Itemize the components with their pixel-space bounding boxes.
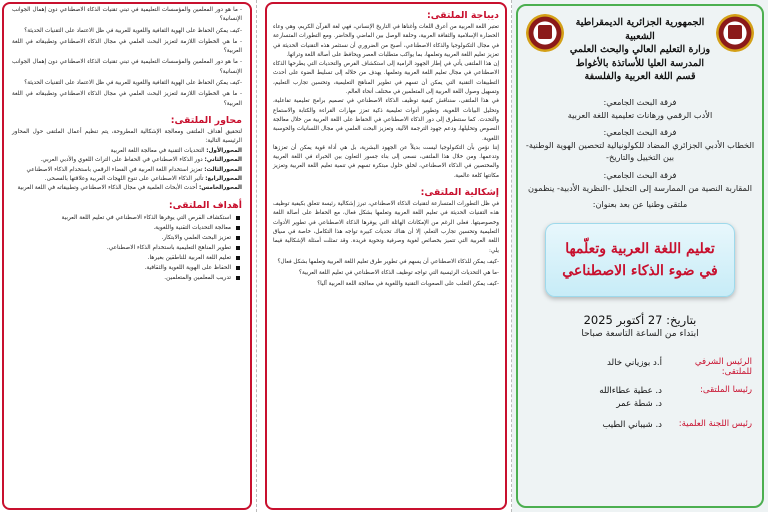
axis-item	[6, 166, 248, 175]
school-logo-right	[716, 14, 754, 52]
conference-date: بتاريخ: 27 أكتوبر 2025	[583, 313, 697, 328]
goals-title: أهداف الملتقى:	[168, 199, 242, 211]
axes-title: محاور الملتقى:	[170, 114, 242, 126]
problem-question: -ما هي التحديات الرئيسية التي تواجه توظيف الذكاء الاصطناعي في تعليم اللغة العربية؟	[299, 270, 499, 277]
axis-label: المحورالرابع:	[205, 176, 242, 182]
preamble-title: ديباجة الملتقى:	[426, 10, 499, 21]
goals-list	[6, 213, 248, 283]
conference-title-line: تعليم اللغة العربية وتعلّمها	[565, 241, 715, 258]
goal-item: تعليم اللغة العربية للناطقين بغيرها.	[10, 253, 240, 263]
team-name: الخطاب الأدبي الجزائري المضاد للكولونيالية لتحصين الهوية الوطنية- بين التخييل والتاريخ-	[525, 139, 755, 163]
problem-question: -كيف يمكن للذكاء الاصطناعي أن يسهم في تطوير طرق تعليم اللغة العربية وتعلمها بشكل فعال؟	[277, 258, 499, 265]
problem-title: إشكالية الملتقى:	[420, 187, 499, 199]
axis-text: دور الذكاء الاصطناعي في الحفاظ على التراث اللغوي والأدبي العربي.	[40, 157, 205, 164]
preamble-paragraph: إن هذا الملتقى يأتي في إطار الجهود الرامية إلى استكشاف الفرص والتحديات التي يطرحها الذكاء الاصطناعي في مجال تعليم اللغة العربية وتعلمها. يهدف من خلاله إلى تسليط الضوء على أحدث التطبيقات التقنية التي يمكن أن تسهم في تطوير المناهج التعليمية، وتحسين تجارب التعليم، وتسهيل وصول اللغة العربية إلى المتعلمين في مختلف أنحاء العالم.	[273, 61, 499, 96]
team-heading: فرقة البحث الجامعي:	[603, 169, 677, 180]
goal-item: استكشاف الفرص التي يوفرها الذكاء الاصطناعي في تعليم اللغة العربية	[10, 213, 240, 223]
conference-time: ابتداء من الساعة التاسعة صباحا	[581, 329, 699, 340]
committee-role: رئيس اللجنة العلمية:	[678, 419, 752, 430]
goal-item: تطوير المناهج التعليمية باستخدام الذكاء الاصطناعي.	[10, 243, 240, 253]
committee-role: رئيسا الملتقى:	[700, 385, 752, 396]
axis-label: المحورالخامس:	[199, 185, 242, 192]
team-name: الأدب الرقمي ورهانات تعليمية اللغة العربية	[567, 109, 713, 120]
problem-question: - ما هي الخطوات اللازمة لتعزيز البحث العلمي في مجال الذكاء الاصطناعي وتطبيقاته في اللغة العربية؟	[12, 38, 242, 55]
problem-question: -كيف يمكن الحفاظ على الهوية الثقافية واللغوية للعربية في ظل الاعتماد على التقنيات الحديثة؟	[24, 27, 242, 34]
committee-row	[520, 419, 752, 432]
committee-name: د. عطية عطاءالله	[599, 386, 662, 397]
axis-item	[6, 156, 248, 165]
committee-name: أ.د بوزياني خالد	[606, 358, 662, 369]
axis-item	[6, 147, 248, 156]
problem-question: -كيف يمكن التغلب على الصعوبات التقنية واللغوية في معالجة اللغة العربية آليا؟	[317, 281, 499, 288]
committee-name: د. شيباني الطيب	[602, 420, 662, 431]
goal-item: معالجة التحديات التقنية واللغوية.	[10, 223, 240, 233]
axis-item	[6, 175, 248, 184]
axes-panel	[0, 0, 256, 512]
header-line: المدرسة العليا للأساتذة بالأغواط	[575, 57, 705, 69]
axis-item	[6, 184, 248, 193]
problem-question: - ما هو دور المعلمين والمؤسسات التعليمية في تبني تقنيات الذكاء الاصطناعي دون إهمال الجوانب الإنسانية؟	[12, 7, 242, 23]
header-line: الجمهورية الجزائرية الديمقراطية الشعبية	[575, 17, 705, 42]
preamble-panel	[256, 0, 512, 512]
research-teams	[520, 96, 760, 194]
conference-title-line: في ضوء الذكاء الاصطناعي	[562, 263, 718, 280]
committee-row	[520, 385, 752, 411]
conference-title-box	[545, 223, 735, 297]
committee-name: د. شطة عمر	[616, 399, 662, 410]
team-heading: فرقة البحث الجامعي:	[603, 127, 677, 138]
axis-text: أحدث الأبحاث العلمية في مجال الذكاء الاصطناعي وتطبيقاته في اللغة العربية	[17, 185, 199, 192]
axis-text: التحديات التقنية في معالجة اللغة العربية	[110, 147, 207, 154]
school-logo-left	[526, 14, 564, 52]
preamble-paragraph: تعتبر اللغة العربية من أعرق اللغات وأغناها في التاريخ الإنساني، فهي لغة القرآن الكريم، وهي وعاء الحضارة الإسلامية والثقافة العربية، وحلقة الوصل بين الماضي والحاضر. ومع التطورات المتسارعة في مجال التكنولوجيا والذكاء الاصطناعي، أصبح من الضروري أن نستثمر هذه التقنيات الحديثة في تعزيز تعليم اللغة العربية وتعلمها، بما يواكب متطلبات العصر ويحافظ على أصالة اللغة وتراثها.	[273, 24, 499, 58]
preamble-paragraph: إننا نؤمن بأن التكنولوجيا ليست بديلاً عن الجهود البشرية، بل هي أداة قوية يمكن أن تعززها وتدعمها. ومن خلال هذا الملتقى، نسعى إلى بناء جسور التعاون بين الخبراء في اللغة العربية والمختصين في الذكاء الاصطناعي، لخلق حلول مبتكرة تسهم في تنمية تعليم اللغة العربية وتعزيز مكانتها كلغة عالمية.	[273, 144, 499, 179]
invite-line: ملتقى وطنيا عن بعد بعنوان:	[592, 199, 688, 210]
header-line: قسم اللغة العربية والفلسفة	[584, 71, 696, 83]
goal-item: الحفاظ على الهوية اللغوية والثقافية.	[10, 263, 240, 273]
team-heading: فرقة البحث الجامعي:	[603, 96, 677, 107]
axis-label: المحورالأول:	[206, 147, 242, 154]
problem-question: -كيف يمكن الحفاظ على الهوية الثقافية واللغوية للعربية في ظل الاعتماد على التقنيات الحديثة؟	[24, 80, 242, 87]
committee-row	[520, 357, 752, 377]
goal-item: تعزيز البحث العلمي والابتكار.	[10, 233, 240, 243]
preamble-paragraph: في هذا الملتقى، سنناقش كيفية توظيف الذكاء الاصطناعي في تصميم برامج تعليمية تفاعلية، وتحليل البيانات اللغوية، وتطوير أدوات تعليمية ذكية تعزز مهارات القراءة والكتابة والاستماع والتحدث. كما سنتطرق إلى دور الذكاء الاصطناعي في الحفاظ على اللغة العربية من خلال معالجة النصوص وتحليلها، ودعم جهود الترجمة الآلية، وتعزيز البحث العلمي في مجال اللسانيات والحوسبة اللغوية.	[273, 98, 499, 142]
cover-panel	[512, 0, 768, 512]
axis-text: تأثير الذكاء الاصطناعي على تنوع اللهجات العربية وعلاقتها بالفصحى.	[44, 176, 206, 182]
header-line: وزارة التعليم العالي والبحث العلمي	[569, 44, 711, 56]
committee-role: الرئيس الشرفي للملتقى:	[694, 357, 752, 378]
goal-item: تدريب المعلمين والمتعلمين.	[10, 273, 240, 283]
committee-list	[520, 357, 760, 432]
axis-label: المحورالثاني:	[204, 157, 242, 164]
problem-question: - ما هو دور المعلمين والمؤسسات التعليمية في تبني تقنيات الذكاء الاصطناعي دون إهمال الجوانب الإنسانية؟	[12, 59, 242, 75]
axis-label: المحورالثالث:	[204, 166, 242, 173]
team-name: المقاربة النصية من الممارسة إلى التحليل -النظرية الأدبية- ينظمون	[527, 182, 753, 193]
problem-paragraph: في ظل التطورات المتسارعة لتقنيات الذكاء الاصطناعي، تبرز إشكالية رئيسة تتعلق بكيفية توظيف هذه التقنيات الحديثة في تعليم اللغة العربية وتعلمها بشكل فعال، مع الحفاظ على أصالة اللغة وخصوصيتها. فعلى الرغم من الإمكانات الهائلة التي يوفرها الذكاء الاصطناعي في تطوير الأدوات التعليمية وتحسين تجارب التعلم، إلا أن هناك تحديات كبيرة تواجه هذا التكامل، خاصة في سياق اللغة العربية التي تتميز بخصائص لغوية وصرفية ونحوية فريدة. وقد تمثلت أسئلة الإشكالية فيما يلي:	[273, 201, 499, 254]
axis-text: تعزيز استخدام اللغة العربية في الفضاء الرقمي باستخدام الذكاء الاصطناعي	[26, 166, 205, 173]
problem-question: - ما هي الخطوات اللازمة لتعزيز البحث العلمي في مجال الذكاء الاصطناعي وتطبيقاته في اللغة العربية؟	[12, 91, 242, 107]
axes-intro: لتحقيق أهداف الملتقى ومعالجة الإشكالية المطروحة، يتم تنظيم أعمال الملتقى حول المحاور الرئيسية التالية:	[12, 128, 242, 145]
